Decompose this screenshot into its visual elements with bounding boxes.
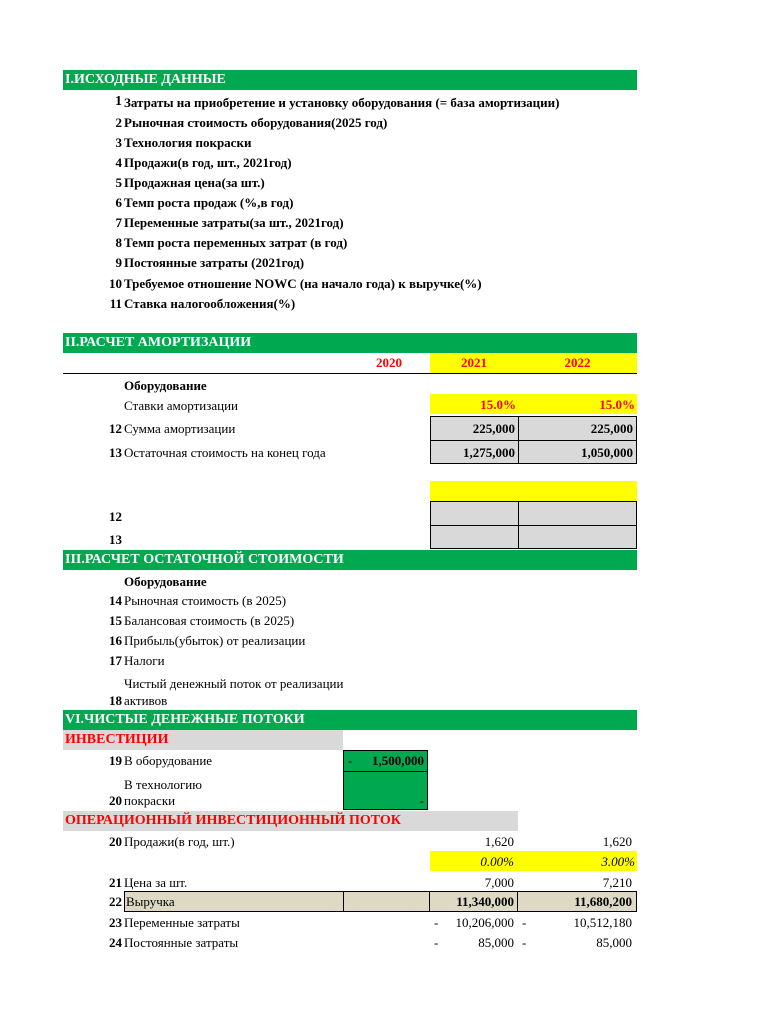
- row-number: 20: [109, 834, 122, 849]
- equipment-label: Оборудование: [124, 378, 207, 393]
- growth-2022: 3.00%: [601, 854, 635, 869]
- row-number: 3: [115, 135, 122, 150]
- price-2022: 7,210: [602, 875, 632, 890]
- equipment-investment-value: 1,500,000: [372, 753, 424, 768]
- row-label: Прибыль(убыток) от реализации: [124, 633, 306, 648]
- row-number: 14: [109, 593, 122, 608]
- row-number: 4: [115, 155, 122, 170]
- residual-2022-value: 1,050,000: [581, 445, 633, 460]
- section-3-title: III.РАСЧЕТ ОСТАТОЧНОЙ СТОИМОСТИ: [65, 552, 344, 567]
- row-label: Налоги: [124, 653, 165, 668]
- section-4-header: [63, 710, 637, 730]
- sales-2022: 1,620: [602, 834, 632, 849]
- row-number: 11: [109, 296, 122, 311]
- fixed-costs-2022: 85,000: [596, 935, 632, 950]
- row-label: Рыночная стоимость оборудования(2025 год): [124, 115, 388, 130]
- row-label: Темп роста продаж (%,в год): [124, 195, 294, 210]
- divider: [63, 373, 637, 374]
- row-number: 6: [115, 195, 122, 210]
- investments-title: ИНВЕСТИЦИИ: [65, 732, 169, 747]
- revenue-2022: 11,680,200: [574, 894, 632, 909]
- row-number: 9: [115, 255, 122, 270]
- row-label: Балансовая стоимость (в 2025): [124, 613, 295, 628]
- year-2020: 2020: [376, 355, 402, 370]
- depreciation-2021-value: 225,000: [472, 421, 515, 436]
- empty-cell: [430, 525, 519, 549]
- row-number: 13: [109, 445, 122, 460]
- residual-2021-value: 1,275,000: [463, 445, 515, 460]
- revenue-2021: 11,340,000: [456, 894, 514, 909]
- row-label: Переменные затраты(за шт., 2021год): [124, 215, 344, 230]
- row-number: 15: [109, 613, 122, 628]
- row-number: 22: [109, 894, 122, 909]
- empty-cell: [518, 501, 637, 526]
- row-label: Продажи(в год, шт., 2021год): [124, 155, 292, 170]
- row-label: активов: [124, 693, 168, 708]
- row-label: Остаточная стоимость на конец года: [124, 445, 326, 460]
- depreciation-2021-cell: [430, 416, 519, 441]
- variable-costs-2021: 10,206,000: [455, 915, 514, 930]
- row-label: Постоянные затраты: [124, 935, 239, 950]
- depreciation-2022-cell: [518, 416, 637, 441]
- row-number: 12: [109, 421, 122, 436]
- row-label: Рыночная стоимость (в 2025): [124, 593, 287, 608]
- residual-2021-cell: [430, 440, 519, 464]
- row-label: Продажи(в год, шт.): [124, 834, 235, 849]
- empty-cell: [430, 501, 519, 526]
- row-number: 17: [109, 653, 122, 668]
- divider: [343, 891, 344, 912]
- row-number: 13: [109, 532, 122, 547]
- row-label: Цена за шт.: [124, 875, 188, 890]
- year-2021: 2021: [461, 355, 487, 370]
- rate-2022: 15.0%: [599, 397, 635, 412]
- depreciation-2022-value: 225,000: [590, 421, 633, 436]
- variable-costs-2022: 10,512,180: [573, 915, 632, 930]
- section-1-title: I.ИСХОДНЫЕ ДАННЫЕ: [65, 72, 226, 87]
- row-number: 16: [109, 633, 122, 648]
- section-2-title: II.РАСЧЕТ АМОРТИЗАЦИИ: [65, 335, 252, 350]
- empty-yellow-row: [430, 481, 637, 501]
- fixed-costs-2021: 85,000: [478, 935, 514, 950]
- residual-2022-cell: [518, 440, 637, 464]
- row-label: Постоянные затраты (2021год): [124, 255, 305, 270]
- empty-cell: [518, 525, 637, 549]
- technology-investment-value: -: [419, 793, 424, 808]
- section-2-header: [63, 333, 637, 353]
- row-label: В оборудование: [124, 753, 213, 768]
- row-label: Сумма амортизации: [124, 421, 236, 436]
- equipment-label: Оборудование: [124, 574, 207, 589]
- row-number: 23: [109, 915, 122, 930]
- row-number: 20: [109, 793, 122, 808]
- value-prefix: -: [434, 915, 439, 930]
- section-3-header: [63, 550, 637, 570]
- growth-2021: 0.00%: [480, 854, 514, 869]
- section-1-header: [63, 70, 637, 90]
- value-prefix: -: [522, 935, 527, 950]
- value-prefix: -: [522, 915, 527, 930]
- row-number: 24: [109, 935, 122, 950]
- year-2022: 2022: [564, 355, 591, 370]
- rates-label: Ставки амортизации: [124, 398, 239, 413]
- row-label: Ставка налогообложения(%): [124, 296, 296, 311]
- row-label: В технологию: [124, 777, 202, 792]
- row-number: 12: [109, 509, 122, 524]
- row-label: Темп роста переменных затрат (в год): [124, 235, 348, 250]
- row-label: Технология покраски: [124, 135, 252, 150]
- row-number: 10: [109, 276, 122, 291]
- row-number: 19: [109, 753, 122, 768]
- row-number: 7: [115, 215, 122, 230]
- row-number: 8: [115, 235, 122, 250]
- row-number: 21: [109, 875, 122, 890]
- rate-2021: 15.0%: [480, 397, 516, 412]
- row-number: 5: [115, 175, 122, 190]
- price-2021: 7,000: [484, 875, 514, 890]
- row-label: покраски: [124, 793, 176, 808]
- row-label: Продажная цена(за шт.): [124, 175, 265, 190]
- operating-title: ОПЕРАЦИОННЫЙ ИНВЕСТИЦИОННЫЙ ПОТОК: [65, 813, 401, 828]
- row-number: 2: [115, 115, 122, 130]
- sales-2021: 1,620: [484, 834, 514, 849]
- row-number: 1: [115, 94, 122, 109]
- row-label: Чистый денежный поток от реализации: [124, 676, 344, 691]
- value-prefix: -: [434, 935, 439, 950]
- row-label: Требуемое отношение NOWC (на начало года) к выручке(%): [124, 276, 482, 291]
- row-label: Затраты на приобретение и установку оборудования (= база амортизации): [124, 95, 560, 110]
- row-label: Переменные затраты: [124, 915, 240, 930]
- divider: [343, 771, 428, 772]
- section-4-title: VI.ЧИСТЫЕ ДЕНЕЖНЫЕ ПОТОКИ: [65, 712, 305, 727]
- value-prefix: -: [348, 753, 353, 768]
- row-label: Выручка: [126, 894, 175, 909]
- row-number: 18: [109, 693, 122, 708]
